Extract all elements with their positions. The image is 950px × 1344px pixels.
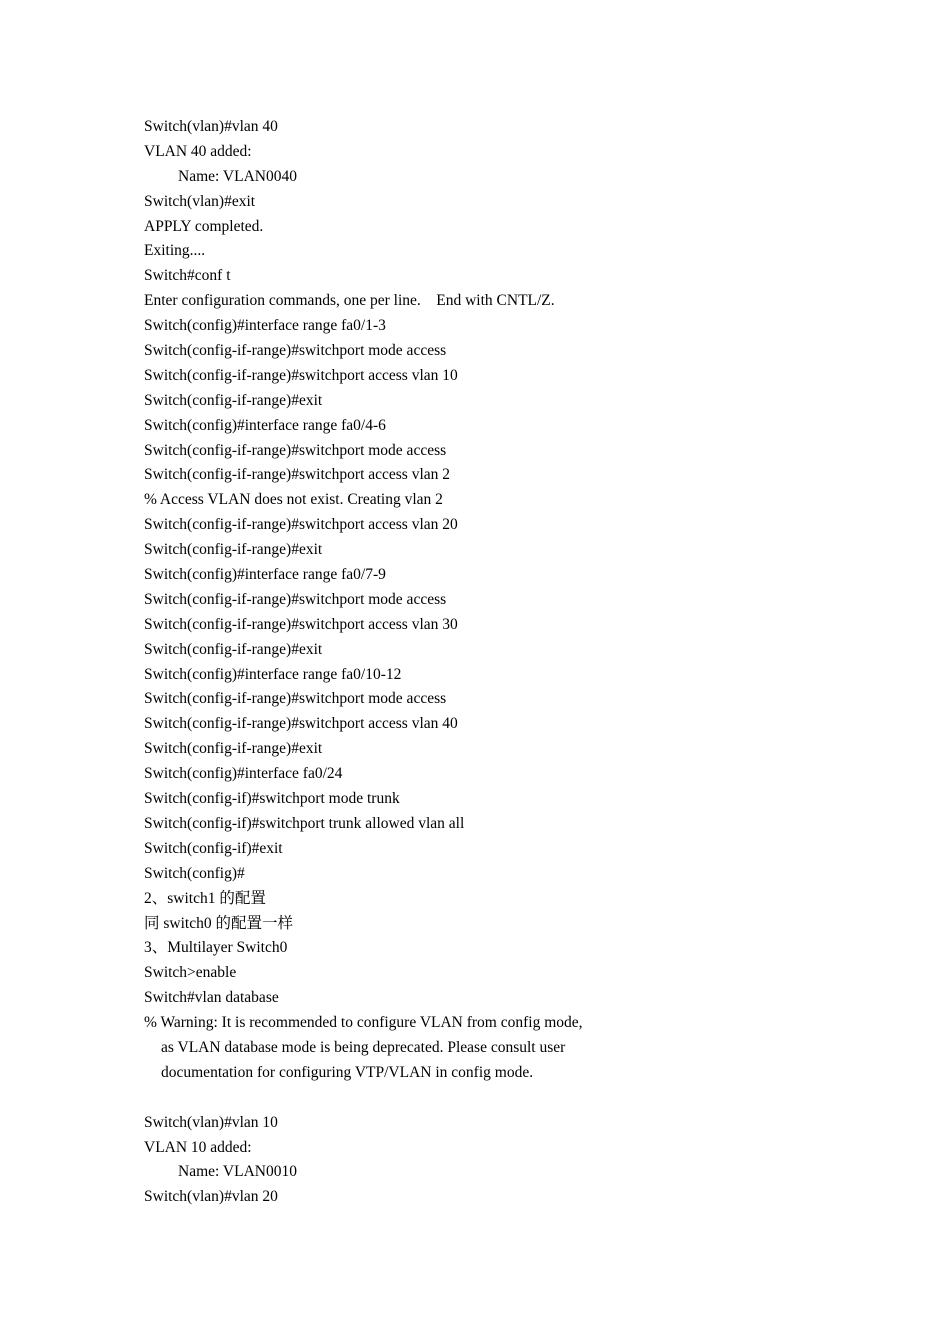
section-heading: 3、Multilayer Switch0 <box>144 939 288 957</box>
text-line: Switch(config-if-range)#switchport access vlan 2 <box>144 466 451 484</box>
text-line: Switch(config-if-range)#exit <box>144 541 323 559</box>
text-line: Switch(vlan)#vlan 40 <box>144 118 278 135</box>
text-line: Switch(config)#interface range fa0/1-3 <box>144 317 386 335</box>
text-line: 同 switch0 的配置一样 <box>144 914 293 932</box>
text-line: Switch(vlan)#vlan 10 <box>144 1113 278 1131</box>
text-line: Switch(config-if-range)#switchport mode access <box>144 441 447 459</box>
terminal-transcript <box>144 115 844 1210</box>
text-line: APPLY completed. <box>144 217 264 235</box>
text-line: Switch>enable <box>144 964 237 982</box>
text-line: Switch(config-if)#switchport trunk allowed vlan all <box>144 814 465 832</box>
text-line: Switch(config-if-range)#switchport mode access <box>144 590 447 608</box>
text-line: Switch(config-if-range)#exit <box>144 740 323 758</box>
text-line: Switch(config-if-range)#switchport mode access <box>144 342 447 360</box>
text-line: Switch#vlan database <box>144 989 279 1007</box>
text-line: Switch(config)#interface fa0/24 <box>144 765 343 783</box>
text-line: % Access VLAN does not exist. Creating vlan 2 <box>144 491 443 509</box>
text-line: Switch(vlan)#vlan 20 <box>144 1188 278 1206</box>
text-line: Switch(config-if-range)#switchport access vlan 40 <box>144 715 458 733</box>
text-line: Exiting.... <box>144 242 206 260</box>
blank-line <box>144 1086 844 1111</box>
text-line: Name: VLAN0010 <box>178 1163 297 1181</box>
text-line: Switch(config-if-range)#switchport mode access <box>144 690 447 708</box>
warning-line: documentation for configuring VTP/VLAN in config mode. <box>161 1063 534 1081</box>
text-line: Switch(config-if-range)#switchport access vlan 30 <box>144 615 458 633</box>
text-line: Switch(config)#interface range fa0/7-9 <box>144 566 386 584</box>
text-line: Switch(config-if-range)#exit <box>144 391 323 409</box>
warning-line: % Warning: It is recommended to configure VLAN from config mode, <box>144 1014 583 1032</box>
section-heading: 2、switch1 的配置 <box>144 889 266 907</box>
warning-line: as VLAN database mode is being deprecated. Please consult user <box>161 1038 566 1056</box>
text-line: Switch#conf t <box>144 267 231 285</box>
text-line: Switch(vlan)#exit <box>144 192 256 210</box>
text-line: VLAN 10 added: <box>144 1138 252 1156</box>
text-line: Switch(config)#interface range fa0/10-12 <box>144 665 402 683</box>
text-line: VLAN 40 added: <box>144 142 252 160</box>
text-line: Switch(config)#interface range fa0/4-6 <box>144 416 386 434</box>
text-line: Switch(config-if-range)#switchport access vlan 10 <box>144 366 458 384</box>
text-line: Enter configuration commands, one per line. End with CNTL/Z. <box>144 292 555 310</box>
text-line: Switch(config-if)#switchport mode trunk <box>144 790 400 808</box>
text-line: Switch(config-if-range)#exit <box>144 640 323 658</box>
text-line: Switch(config-if)#exit <box>144 839 283 857</box>
text-line: Switch(config-if-range)#switchport access vlan 20 <box>144 516 458 534</box>
text-line: Name: VLAN0040 <box>178 167 297 185</box>
text-line: Switch(config)# <box>144 864 245 882</box>
